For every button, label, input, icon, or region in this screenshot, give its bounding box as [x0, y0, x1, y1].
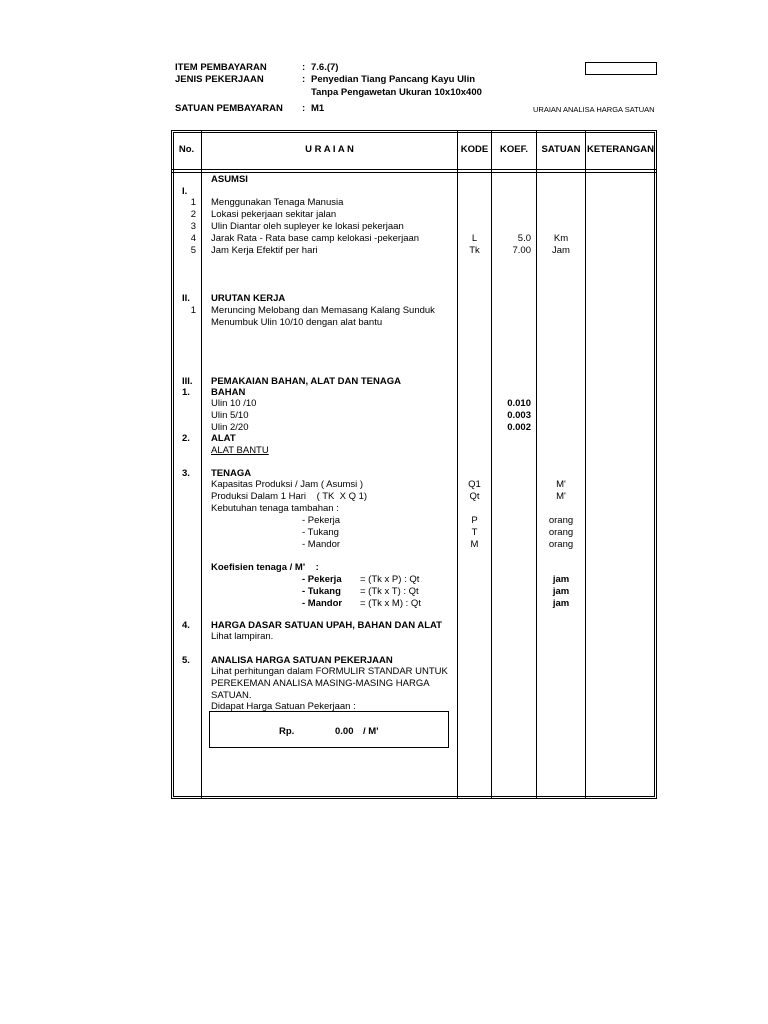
jenis-colon: : — [302, 74, 306, 85]
section-5-line-4: Didapat Harga Satuan Pekerjaan : — [211, 701, 356, 712]
satuan-colon: : — [302, 103, 306, 114]
koefisien-formula: = (Tk x P) : Qt — [360, 574, 420, 585]
item-pembayaran-value: 7.6.(7) — [311, 62, 339, 73]
bahan-item: Ulin 5/10 — [211, 410, 249, 421]
uraian-analisa-caption: URAIAN ANALISA HARGA SATUAN — [533, 105, 655, 114]
section-1-roman: I. — [182, 186, 188, 197]
kebutuhan-text: Kebutuhan tenaga tambahan : — [211, 503, 339, 514]
tenaga-item: - Pekerja — [302, 515, 341, 526]
tenaga-kode: P — [471, 515, 478, 526]
koefisien-label: - Mandor — [302, 598, 343, 609]
koefisien-satuan: jam — [552, 598, 570, 609]
asumsi-kode: Tk — [469, 245, 480, 256]
col-divider-no — [201, 130, 202, 799]
urutan-no: 1 — [190, 305, 196, 316]
tenaga-satuan: orang — [548, 515, 574, 526]
jenis-pekerjaan-value-2: Tanpa Pengawetan Ukuran 10x10x400 — [311, 87, 482, 98]
koefisien-label: - Tukang — [302, 586, 341, 597]
asumsi-text: Ulin Diantar oleh supleyer ke lokasi pekerjaan — [211, 221, 404, 232]
produksi-kode: Qt — [469, 491, 480, 502]
urutan-line-1: Meruncing Melobang dan Memasang Kalang Sunduk — [211, 305, 435, 316]
asumsi-no: 3 — [190, 221, 196, 232]
alat-item: ALAT BANTU — [211, 445, 269, 456]
bahan-koef: 0.003 — [507, 410, 531, 421]
tenaga-item: - Tukang — [302, 527, 339, 538]
section-5-line-2: PEREKEMAN ANALISA MASING-MASING HARGA — [211, 678, 430, 689]
harga-satuan-unit: / M' — [363, 726, 379, 737]
section-3-roman: III. — [182, 376, 193, 387]
asumsi-text: Jam Kerja Efektif per hari — [211, 245, 318, 256]
asumsi-satuan: Jam — [552, 245, 570, 256]
koefisien-satuan: jam — [552, 574, 570, 585]
item-pembayaran-label: ITEM PEMBAYARAN — [175, 62, 267, 73]
alat-no: 2. — [182, 433, 190, 444]
col-header-no: No. — [178, 144, 195, 155]
rp-label: Rp. — [279, 726, 295, 737]
asumsi-text: Menggunakan Tenaga Manusia — [211, 197, 344, 208]
col-divider-koef — [536, 130, 537, 799]
section-analisa-title: ANALISA HARGA SATUAN PEKERJAAN — [211, 655, 393, 666]
section-urutan-title: URUTAN KERJA — [211, 293, 286, 304]
asumsi-koef: 7.00 — [512, 245, 531, 256]
bahan-item: Ulin 10 /10 — [211, 398, 257, 409]
col-divider-satuan — [585, 130, 586, 799]
col-header-keterangan: KETERANGAN — [586, 144, 655, 155]
koefisien-formula: = (Tk x M) : Qt — [360, 598, 421, 609]
koefisien-formula: = (Tk x T) : Qt — [360, 586, 419, 597]
produksi-text: Produksi Dalam 1 Hari ( TK X Q 1) — [211, 491, 368, 502]
asumsi-no: 5 — [190, 245, 196, 256]
header-divider-2 — [171, 172, 657, 173]
col-divider-kode — [491, 130, 492, 799]
section-5-line-1: Lihat perhitungan dalam FORMULIR STANDAR UNTUK — [211, 666, 448, 677]
bahan-koef: 0.010 — [507, 398, 531, 409]
urutan-line-2: Menumbuk Ulin 10/10 dengan alat bantu — [211, 317, 383, 328]
kapasitas-kode: Q1 — [468, 479, 481, 490]
section-harga-dasar-title: HARGA DASAR SATUAN UPAH, BAHAN DAN ALAT — [211, 620, 442, 631]
asumsi-text: Lokasi pekerjaan sekitar jalan — [211, 209, 337, 220]
header-divider-1 — [171, 169, 657, 170]
asumsi-no: 1 — [190, 197, 196, 208]
bahan-item: Ulin 2/20 — [211, 422, 249, 433]
asumsi-text: Jarak Rata - Rata base camp kelokasi -pekerjaan — [211, 233, 420, 244]
jenis-pekerjaan-value-1: Penyedian Tiang Pancang Kayu Ulin — [311, 74, 476, 85]
asumsi-koef: 5.0 — [517, 233, 531, 244]
kapasitas-satuan: M' — [556, 479, 566, 490]
satuan-pembayaran-value: M1 — [311, 103, 325, 114]
tenaga-satuan: orang — [548, 527, 574, 538]
asumsi-satuan: Km — [553, 233, 569, 244]
tenaga-kode: M — [470, 539, 479, 550]
tenaga-no: 3. — [182, 468, 190, 479]
kapasitas-text: Kapasitas Produksi / Jam ( Asumsi ) — [211, 479, 364, 490]
bahan-title: BAHAN — [211, 387, 246, 398]
satuan-pembayaran-label: SATUAN PEMBAYARAN — [175, 103, 283, 114]
section-4-no: 4. — [182, 620, 190, 631]
section-2-roman: II. — [182, 293, 190, 304]
col-header-satuan: SATUAN — [541, 144, 581, 155]
tenaga-satuan: orang — [548, 539, 574, 550]
col-header-koef: KOEF. — [500, 144, 528, 155]
tenaga-title: TENAGA — [211, 468, 252, 479]
asumsi-kode: L — [471, 233, 478, 244]
produksi-satuan: M' — [556, 491, 566, 502]
koefisien-satuan: jam — [552, 586, 570, 597]
koefisien-title: Koefisien tenaga / M' : — [211, 562, 319, 573]
koefisien-label: - Pekerja — [302, 574, 342, 585]
harga-satuan-box — [209, 711, 449, 748]
section-5-line-3: SATUAN. — [211, 690, 252, 701]
tenaga-item: - Mandor — [302, 539, 341, 550]
col-header-kode: KODE — [460, 144, 489, 155]
harga-satuan-amount: 0.00 — [335, 726, 354, 737]
col-header-uraian: U R A I A N — [305, 144, 354, 155]
section-4-line: Lihat lampiran. — [211, 631, 274, 642]
section-asumsi-title: ASUMSI — [211, 174, 248, 185]
tenaga-kode: T — [471, 527, 478, 538]
reference-box — [585, 62, 657, 75]
asumsi-no: 2 — [190, 209, 196, 220]
asumsi-no: 4 — [190, 233, 196, 244]
bahan-koef: 0.002 — [507, 422, 531, 433]
col-divider-uraian — [457, 130, 458, 799]
alat-title: ALAT — [211, 433, 236, 444]
bahan-no: 1. — [182, 387, 190, 398]
section-pemakaian-title: PEMAKAIAN BAHAN, ALAT DAN TENAGA — [211, 376, 401, 387]
jenis-pekerjaan-label: JENIS PEKERJAAN — [175, 74, 264, 85]
section-5-no: 5. — [182, 655, 190, 666]
item-colon: : — [302, 62, 306, 73]
